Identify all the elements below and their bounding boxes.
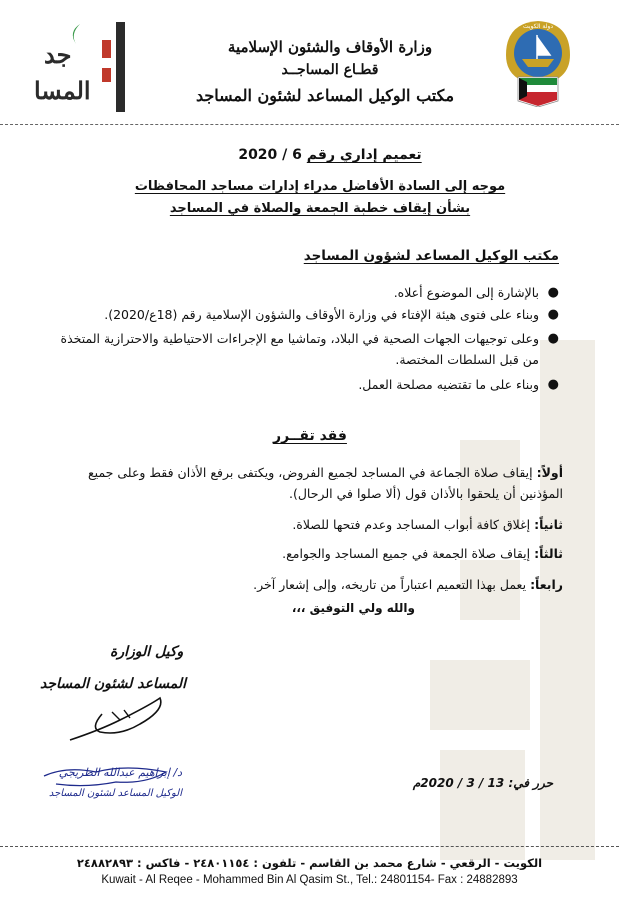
signature-title-1: وكيل الوزارة xyxy=(110,644,184,660)
bullet-dot: ● xyxy=(547,331,559,346)
bullet-item xyxy=(50,374,559,395)
decision-text: إيقاف صلاة الجمعة في جميع المساجد والجوامع. xyxy=(282,546,531,561)
closing-line: والله ولي التوفيق ،،، xyxy=(291,601,415,615)
memo-number: 6 / 2020 xyxy=(238,147,302,163)
bullet-text: وعلى توجيهات الجهات الصحية في البلاد، وتماشيا مع الإجراءات الاحتياطية والاحترازية المتخذة من قبل السلطات المختصة. xyxy=(60,331,539,367)
handwritten-signature xyxy=(60,690,180,750)
decision-text: إغلاق كافة أبواب المساجد وعدم فتحها للصلاة. xyxy=(292,517,531,532)
stamp-name: د/ إبراهيم عبدالله الطريجي xyxy=(58,766,182,779)
decision-item xyxy=(50,514,563,535)
memo-number-label: تعميم إداري رقم xyxy=(306,147,422,163)
header-divider xyxy=(0,124,619,125)
decision-label: ثانياً: xyxy=(534,517,563,532)
sector-name: قطـاع المساجــد xyxy=(281,62,379,78)
decision-item xyxy=(50,574,563,595)
logo-text-top: جد xyxy=(44,40,72,69)
kuwait-emblem xyxy=(498,15,578,107)
decision-item xyxy=(50,543,563,564)
signature-stamp xyxy=(36,762,186,812)
bullet-dot: ● xyxy=(547,307,559,322)
bullet-item xyxy=(50,328,559,370)
bullet-dot: ● xyxy=(547,377,559,392)
mosques-logo xyxy=(30,18,140,116)
memo-from: مكتب الوكيل المساعد لشؤون المساجد xyxy=(303,248,559,264)
date-value: 13 / 3 / 2020م xyxy=(412,776,505,790)
memo-subject-line: بشأن إيقاف خطبة الجمعة والصلاة في المساجد xyxy=(169,201,471,216)
logo-text-bottom: المسا xyxy=(34,76,91,105)
decision-label: ثالثاً: xyxy=(534,546,563,561)
emblem-text: دولة الكويت xyxy=(523,23,553,30)
watermark-logo xyxy=(420,330,619,890)
decision-label: أولاً: xyxy=(536,465,563,480)
memo-number-line xyxy=(180,147,480,163)
decision-label: رابعاً: xyxy=(530,577,563,592)
office-name: مكتب الوكيل المساعد لشئون المساجد xyxy=(195,86,455,105)
bullet-item xyxy=(50,282,559,303)
decision-text: يعمل بهذا التعميم اعتباراً من تاريخه، وإلى إشعار آخر. xyxy=(253,577,527,592)
bullet-dot: ● xyxy=(547,285,559,300)
date-line xyxy=(413,776,553,790)
decision-text: إيقاف صلاة الجماعة في المساجد لجميع الفروض، ويكتفى برفع الأذان فقط وعلى جميع المؤذنين أن يلحقوا بالأذان قول (ألا صلوا في الرحال). xyxy=(88,465,563,501)
decision-item xyxy=(50,462,563,504)
signature-title-2: المساعد لشئون المساجد xyxy=(40,676,186,692)
footer-arabic: الكويت - الرقعي - شارع محمد بن القاسم - تلفون : ٢٤٨٠١١٥٤ - فاكس : ٢٤٨٨٢٨٩٣ xyxy=(76,856,543,870)
bullet-text: بالإشارة إلى الموضوع أعلاه. xyxy=(393,285,539,300)
footer-english: Kuwait - Al Reqee - Mohammed Bin Al Qasim St., Tel.: 24801154- Fax : 24882893 xyxy=(101,874,518,886)
decided-heading: فقد تقــرر xyxy=(273,428,347,444)
ministry-name: وزارة الأوقاف والشئون الإسلامية xyxy=(227,38,433,56)
memo-to-line: موجه إلى السادة الأفاضل مدراء إدارات مساجد المحافظات xyxy=(134,179,506,194)
bullet-item xyxy=(50,304,559,325)
bullet-text: وبناء على فتوى هيئة الإفتاء في وزارة الأوقاف والشؤون الإسلامية رقم (18ع/2020). xyxy=(104,307,539,322)
footer-divider xyxy=(0,846,619,847)
bullet-text: وبناء على ما تقتضيه مصلحة العمل. xyxy=(358,377,539,392)
date-label: حرر في: xyxy=(508,776,553,790)
stamp-title: الوكيل المساعد لشئون المساجد xyxy=(48,788,182,799)
